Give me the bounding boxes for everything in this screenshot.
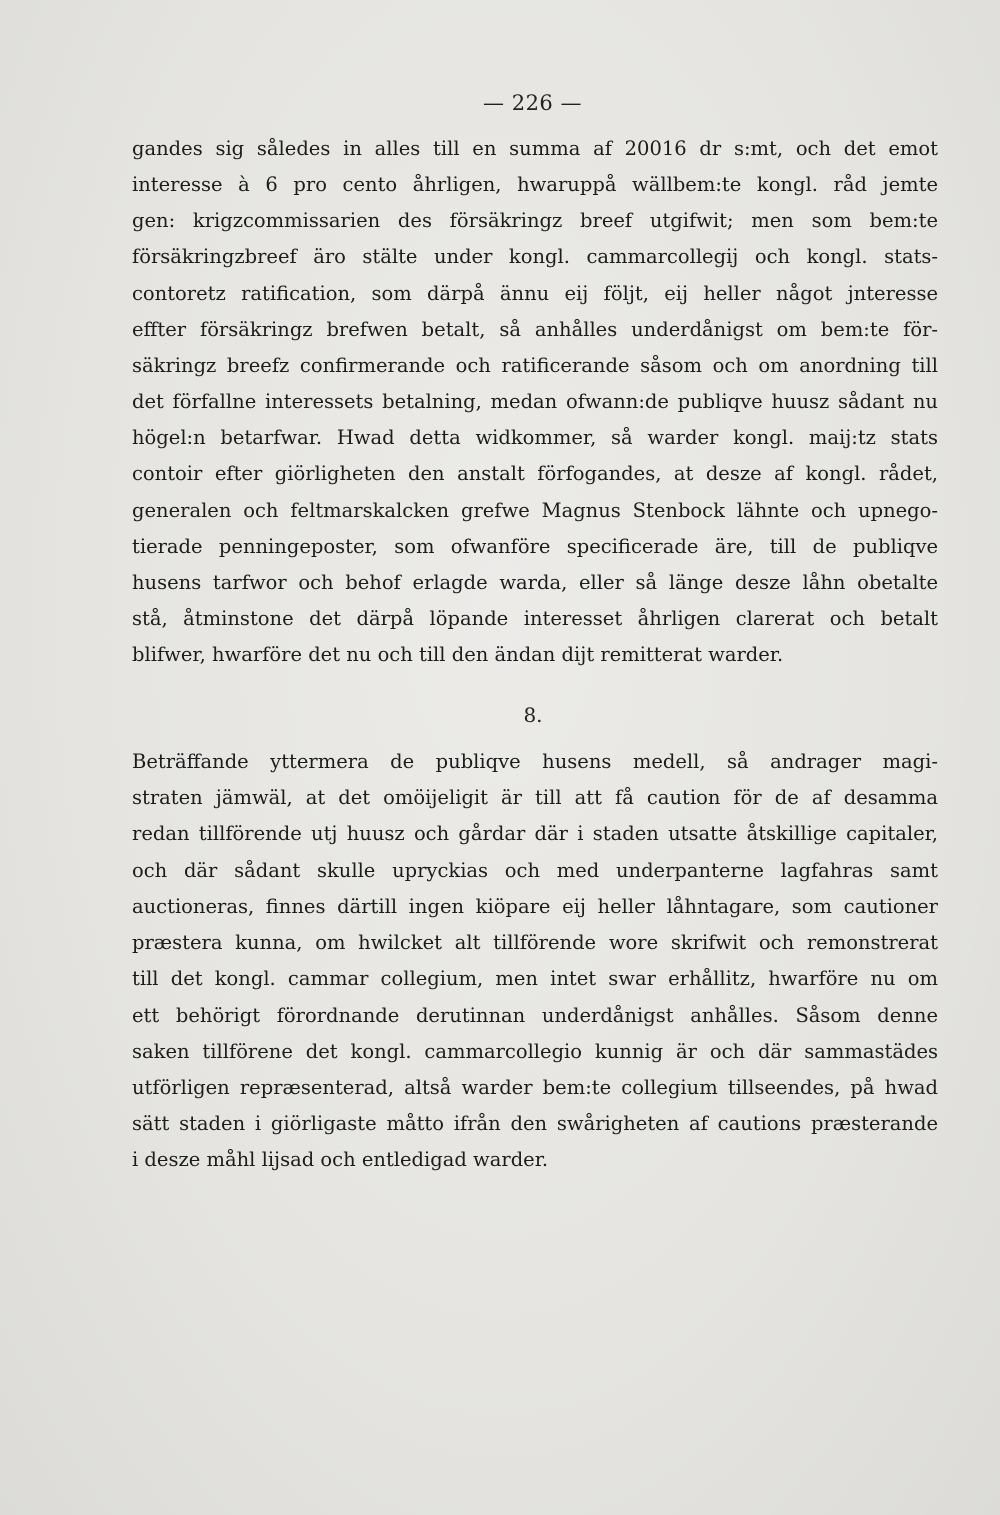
text-line: ett behörigt förordnande derutinnan underdånigst anhålles. Såsom denne (132, 1004, 938, 1027)
text-line: gandes sig således in alles till en summa af 20016 dr s:mt, och det emot (132, 137, 938, 160)
text-line: stå, åtminstone det därpå löpande interesset åhrligen clarerat och betalt (132, 607, 938, 630)
text-line: auctioneras, finnes därtill ingen kiöpare eij heller låhntagare, som cautioner (132, 895, 938, 918)
text-line: det förfallne interessets betalning, medan ofwann:de publiqve huusz sådant nu (132, 390, 938, 413)
text-line: effter försäkringz brefwen betalt, så anhålles underdånigst om bem:te för- (132, 318, 938, 341)
text-line: gen: krigzcommissarien des försäkringz breef utgifwit; men som bem:te (132, 209, 938, 232)
text-line: straten jämwäl, at det omöijeligit är till att få caution för de af desamma (132, 786, 938, 809)
text-line: högel:n betarfwar. Hwad detta widkommer, så warder kongl. maij:tz stats (132, 426, 938, 449)
text-line: blifwer, hwarföre det nu och till den ändan dijt remitterat warder. (132, 643, 784, 666)
text-line: præstera kunna, om hwilcket alt tillförende wore skrifwit och remonstrerat (132, 931, 938, 954)
text-line: interesse à 6 pro cento åhrligen, hwaruppå wällbem:te kongl. råd jemte (132, 173, 938, 196)
text-line: sätt staden i giörligaste måtto ifrån den swårigheten af cautions præsterande (132, 1112, 938, 1135)
text-line: försäkringzbreef äro stälte under kongl. cammarcollegij och kongl. stats- (132, 245, 938, 268)
text-line: contoir efter giörligheten den anstalt förfogandes, at desze af kongl. rådet, (132, 462, 938, 485)
text-line: och där sådant skulle upryckias och med underpanterne lagfahras samt (132, 859, 938, 882)
section-number: 8. (523, 703, 543, 727)
text-line: contoretz ratification, som därpå ännu eij följt, eij heller något jnteresse (132, 282, 938, 305)
text-line: utförligen repræsenterad, altså warder bem:te collegium tillseendes, på hwad (132, 1076, 938, 1099)
text-line: i desze måhl lijsad och entledigad warder. (132, 1148, 549, 1171)
text-line: Beträffande yttermera de publiqve husens medell, så andrager magi- (132, 750, 938, 773)
text-line: redan tillförende utj huusz och gårdar där i staden utsatte åtskillige capitaler, (132, 822, 938, 845)
text-line: tierade penningeposter, som ofwanföre specificerade äre, till de publiqve (132, 535, 938, 558)
text-line: säkringz breefz confirmerande och ratificerande såsom och om anordning till (132, 354, 938, 377)
text-line: generalen och feltmarskalcken grefwe Magnus Stenbock lähnte och upnego- (132, 499, 938, 522)
text-line: saken tillförene det kongl. cammarcollegio kunnig är och där sammastädes (132, 1040, 938, 1063)
page-number: — 226 — (483, 91, 582, 115)
text-line: husens tarfwor och behof erlagde warda, eller så länge desze låhn obetalte (132, 571, 938, 594)
text-line: till det kongl. cammar collegium, men intet swar erhållitz, hwarföre nu om (132, 967, 938, 990)
